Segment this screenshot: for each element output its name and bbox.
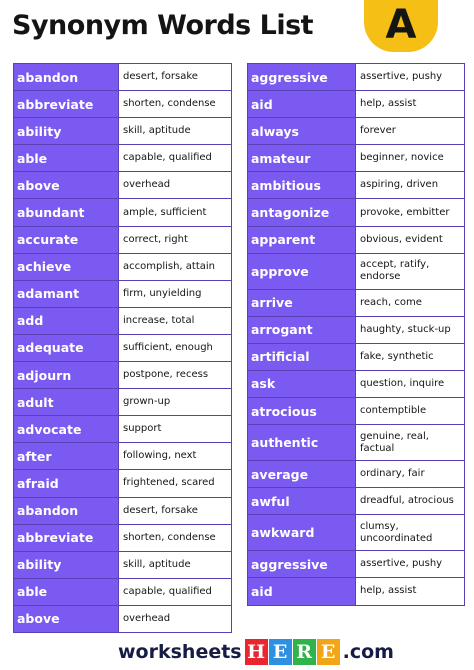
synonym-cell: shorten, condense <box>119 91 232 118</box>
synonym-cell: beginner, novice <box>356 145 465 172</box>
synonym-cell: assertive, pushy <box>356 551 465 578</box>
table-row <box>248 488 465 515</box>
brand-suffix: .com <box>342 641 394 663</box>
word-cell: adult <box>14 389 119 416</box>
word-cell: adjourn <box>14 362 119 389</box>
word-cell: aid <box>248 578 356 605</box>
word-cell: adequate <box>14 334 119 361</box>
synonym-cell: contemptible <box>356 398 465 425</box>
synonym-cell: correct, right <box>119 226 232 253</box>
word-cell: approve <box>248 253 356 289</box>
word-cell: antagonize <box>248 199 356 226</box>
table-row <box>14 443 232 470</box>
table-row <box>248 145 465 172</box>
synonym-cell: desert, forsake <box>119 497 232 524</box>
synonym-cell: question, inquire <box>356 370 465 397</box>
table-row <box>14 470 232 497</box>
synonym-cell: support <box>119 416 232 443</box>
word-cell: artificial <box>248 343 356 370</box>
synonym-cell: skill, aptitude <box>119 118 232 145</box>
table-row <box>248 461 465 488</box>
table-row <box>248 91 465 118</box>
word-cell: apparent <box>248 226 356 253</box>
synonym-cell: aspiring, driven <box>356 172 465 199</box>
word-cell: achieve <box>14 253 119 280</box>
table-row <box>14 578 232 605</box>
brand-tile: E <box>317 639 340 665</box>
word-cell: adamant <box>14 280 119 307</box>
word-cell: awkward <box>248 515 356 551</box>
table-row <box>14 199 232 226</box>
word-cell: abundant <box>14 199 119 226</box>
table-row <box>14 91 232 118</box>
brand-prefix: worksheets <box>118 641 242 663</box>
table-row <box>14 605 232 632</box>
table-row <box>248 118 465 145</box>
table-row <box>248 370 465 397</box>
word-cell: accurate <box>14 226 119 253</box>
table-row <box>14 145 232 172</box>
brand-footer <box>118 639 394 665</box>
table-row <box>14 362 232 389</box>
page-title: Synonym Words List <box>12 10 314 41</box>
synonym-cell: firm, unyielding <box>119 280 232 307</box>
word-cell: above <box>14 605 119 632</box>
table-row <box>248 172 465 199</box>
synonym-cell: skill, aptitude <box>119 551 232 578</box>
table-row <box>248 515 465 551</box>
word-cell: awful <box>248 488 356 515</box>
table-row <box>14 524 232 551</box>
word-cell: aggressive <box>248 551 356 578</box>
synonym-cell: accomplish, attain <box>119 253 232 280</box>
synonym-cell: sufficient, enough <box>119 334 232 361</box>
word-cell: after <box>14 443 119 470</box>
table-row <box>248 316 465 343</box>
table-row <box>248 226 465 253</box>
table-row <box>248 578 465 605</box>
table-row <box>14 172 232 199</box>
synonym-cell: accept, ratify, endorse <box>356 253 465 289</box>
word-cell: ask <box>248 370 356 397</box>
word-cell: ambitious <box>248 172 356 199</box>
synonym-cell: overhead <box>119 605 232 632</box>
table-row <box>248 199 465 226</box>
word-cell: abandon <box>14 497 119 524</box>
synonym-cell: frightened, scared <box>119 470 232 497</box>
word-cell: above <box>14 172 119 199</box>
synonym-cell: clumsy, uncoordinated <box>356 515 465 551</box>
brand-tile: E <box>269 639 292 665</box>
table-row <box>14 389 232 416</box>
synonym-cell: genuine, real, factual <box>356 425 465 461</box>
synonym-cell: help, assist <box>356 578 465 605</box>
synonym-cell: postpone, recess <box>119 362 232 389</box>
word-cell: able <box>14 145 119 172</box>
word-cell: aid <box>248 91 356 118</box>
synonym-cell: haughty, stuck-up <box>356 316 465 343</box>
table-row <box>248 551 465 578</box>
synonym-cell: following, next <box>119 443 232 470</box>
table-row <box>14 497 232 524</box>
synonym-cell: increase, total <box>119 307 232 334</box>
table-row <box>14 334 232 361</box>
word-cell: average <box>248 461 356 488</box>
table-row <box>14 226 232 253</box>
table-row <box>248 289 465 316</box>
word-cell: atrocious <box>248 398 356 425</box>
synonym-cell: forever <box>356 118 465 145</box>
table-row <box>14 307 232 334</box>
synonym-cell: ample, sufficient <box>119 199 232 226</box>
word-cell: amateur <box>248 145 356 172</box>
word-cell: aggressive <box>248 64 356 91</box>
word-cell: afraid <box>14 470 119 497</box>
synonym-table-right <box>247 63 465 606</box>
table-row <box>248 64 465 91</box>
word-cell: advocate <box>14 416 119 443</box>
synonym-cell: desert, forsake <box>119 64 232 91</box>
table-row <box>248 343 465 370</box>
word-cell: always <box>248 118 356 145</box>
word-cell: authentic <box>248 425 356 461</box>
word-cell: abandon <box>14 64 119 91</box>
word-cell: arrive <box>248 289 356 316</box>
word-cell: abbreviate <box>14 91 119 118</box>
brand-tile: R <box>293 639 316 665</box>
synonym-cell: reach, come <box>356 289 465 316</box>
table-row <box>14 280 232 307</box>
synonym-table-left <box>13 63 232 633</box>
word-cell: abbreviate <box>14 524 119 551</box>
brand-tiles <box>245 639 341 665</box>
table-row <box>14 416 232 443</box>
table-row <box>14 253 232 280</box>
synonym-cell: fake, synthetic <box>356 343 465 370</box>
letter-badge-label: A <box>385 2 417 48</box>
synonym-cell: dreadful, atrocious <box>356 488 465 515</box>
word-cell: arrogant <box>248 316 356 343</box>
synonym-cell: capable, qualified <box>119 145 232 172</box>
table-row <box>14 118 232 145</box>
synonym-cell: provoke, embitter <box>356 199 465 226</box>
letter-badge <box>364 0 438 52</box>
table-row <box>14 551 232 578</box>
synonym-cell: grown-up <box>119 389 232 416</box>
word-cell: ability <box>14 118 119 145</box>
synonym-cell: capable, qualified <box>119 578 232 605</box>
word-cell: able <box>14 578 119 605</box>
table-row <box>248 398 465 425</box>
synonym-cell: assertive, pushy <box>356 64 465 91</box>
synonym-cell: obvious, evident <box>356 226 465 253</box>
brand-tile: H <box>245 639 268 665</box>
synonym-cell: help, assist <box>356 91 465 118</box>
synonym-cell: overhead <box>119 172 232 199</box>
word-cell: add <box>14 307 119 334</box>
synonym-cell: ordinary, fair <box>356 461 465 488</box>
table-row <box>14 64 232 91</box>
word-cell: ability <box>14 551 119 578</box>
table-row <box>248 425 465 461</box>
synonym-cell: shorten, condense <box>119 524 232 551</box>
table-row <box>248 253 465 289</box>
